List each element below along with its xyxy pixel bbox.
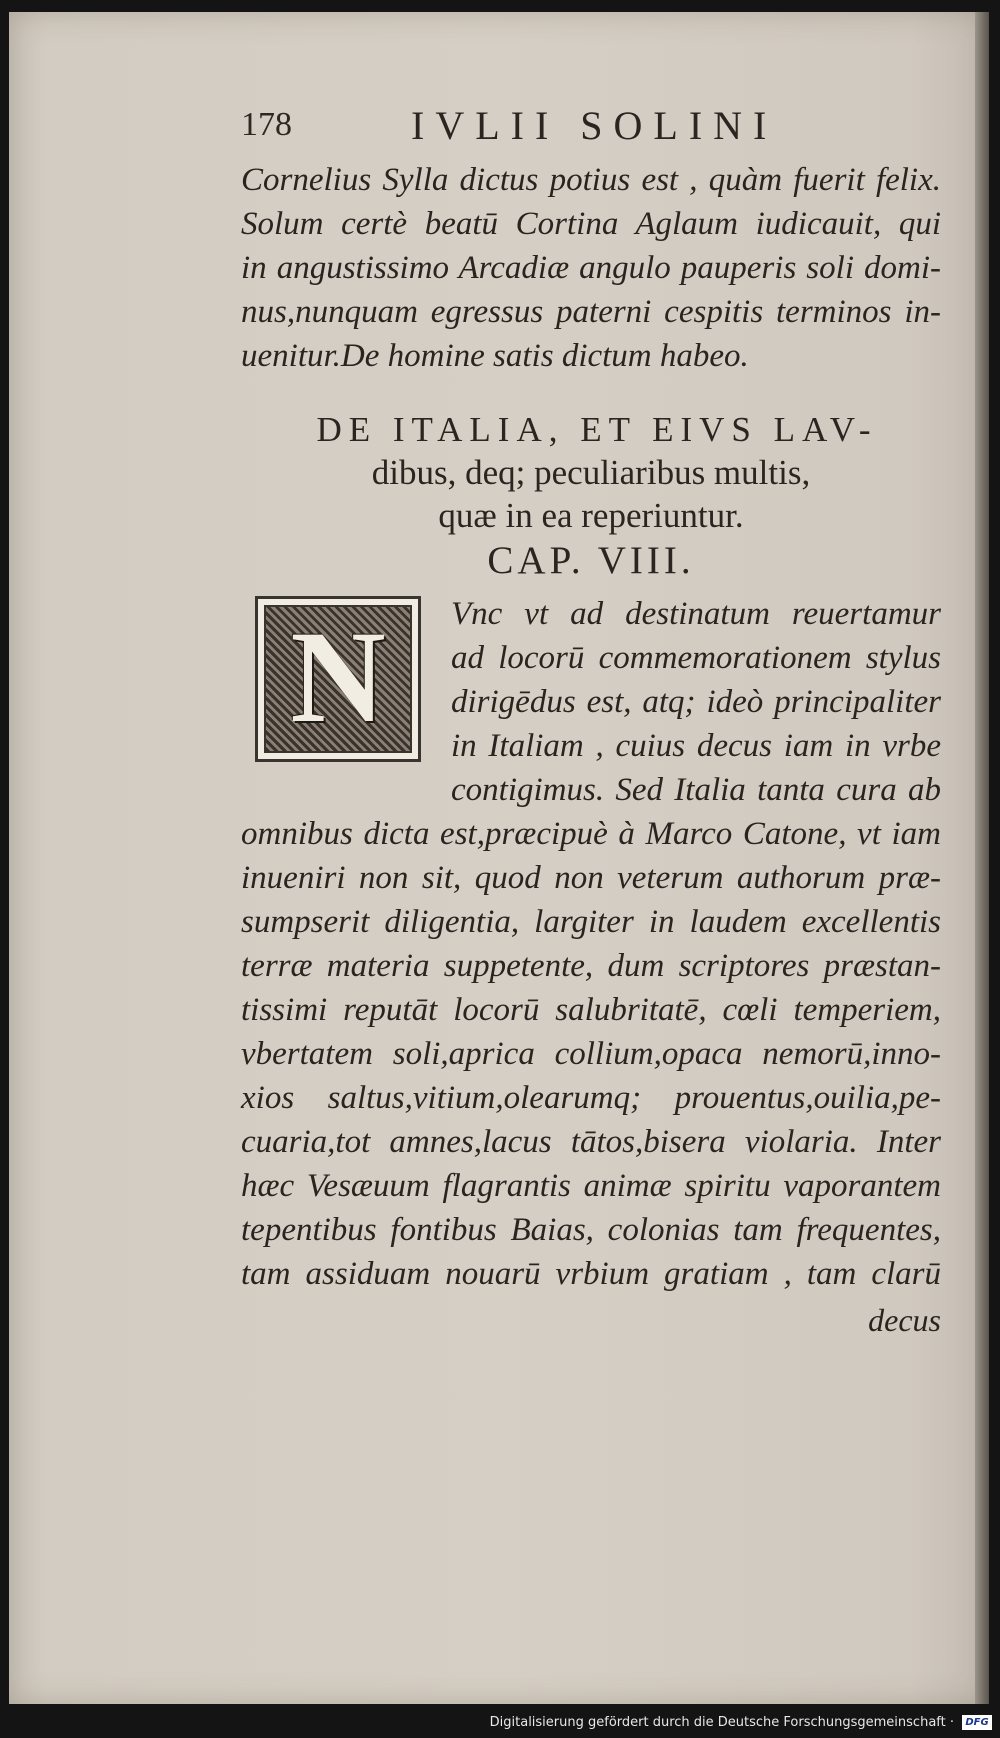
text-block xyxy=(241,100,941,1342)
chapter-heading-line: quæ in ea reperiuntur. xyxy=(438,496,744,535)
text-line: vbertatem soli,aprica collium,opaca nemorū,inno- xyxy=(241,1036,941,1072)
page-edge xyxy=(975,12,989,1704)
text-line: sumpserit diligentia, largiter in laudem excellentis xyxy=(241,904,941,940)
top-paragraph xyxy=(241,158,941,378)
chapter-heading-line: dibus, deq; peculiaribus multis, xyxy=(371,453,811,492)
text-line: nus,nunquam egressus paterni cespitis terminos in- xyxy=(241,294,941,330)
text-line: inueniri non sit, quod non veterum authorum præ- xyxy=(241,860,941,896)
scanned-page xyxy=(9,12,989,1704)
funding-credit: Digitalisierung gefördert durch die Deutsche Forschungsgemeinschaft · xyxy=(489,1715,954,1730)
running-title: IVLII SOLINI xyxy=(411,103,778,148)
catchword: decus xyxy=(868,1302,941,1338)
chapter-text xyxy=(241,592,941,1342)
text-line: cuaria,tot amnes,lacus tātos,bisera violaria. Inter xyxy=(241,1124,941,1160)
running-head xyxy=(241,100,941,158)
dfg-logo: DFG xyxy=(962,1715,992,1730)
chapter-heading-line: DE ITALIA, ET EIVS LAV- xyxy=(316,410,878,449)
text-line: xios saltus,vitium,olearumq; prouentus,ouilia,pe- xyxy=(241,1080,941,1116)
text-line: tepentibus fontibus Baias, colonias tam frequentes, xyxy=(241,1212,941,1248)
text-line: Solum certè beatū Cortina Aglaum iudicauit, qui xyxy=(241,206,941,242)
text-line: dirigēdus est, atq; ideò principaliter xyxy=(451,684,941,720)
text-line: Cornelius Sylla dictus potius est , quàm fuerit felix. xyxy=(241,162,941,198)
text-line: tissimi reputāt locorū salubritatē, cœli temperiem, xyxy=(241,992,941,1028)
text-line: ad locorū commemorationem stylus xyxy=(451,640,941,676)
initial-letter: N xyxy=(290,603,386,750)
text-line: Vnc vt ad destinatum reuertamur xyxy=(451,596,941,632)
text-line: terræ materia suppetente, dum scriptores præstan- xyxy=(241,948,941,984)
text-line: omnibus dicta est,præcipuè à Marco Catone, vt iam xyxy=(241,816,941,852)
text-line: uenitur.De homine satis dictum habeo. xyxy=(241,338,749,374)
page-number: 178 xyxy=(241,106,292,143)
footer-bar xyxy=(0,1708,1000,1738)
text-line: contigimus. Sed Italia tanta cura ab xyxy=(451,772,941,808)
text-line: tam assiduam nouarū vrbium gratiam , tam clarū xyxy=(241,1256,941,1292)
text-line: in angustissimo Arcadiæ angulo pauperis soli domi- xyxy=(241,250,941,286)
text-line: hæc Vesæuum flagrantis animæ spiritu vaporantem xyxy=(241,1168,941,1204)
text-line: in Italiam , cuius decus iam in vrbe xyxy=(451,728,941,764)
decorated-initial xyxy=(255,596,421,762)
chapter-number: CAP. VIII. xyxy=(487,539,695,582)
